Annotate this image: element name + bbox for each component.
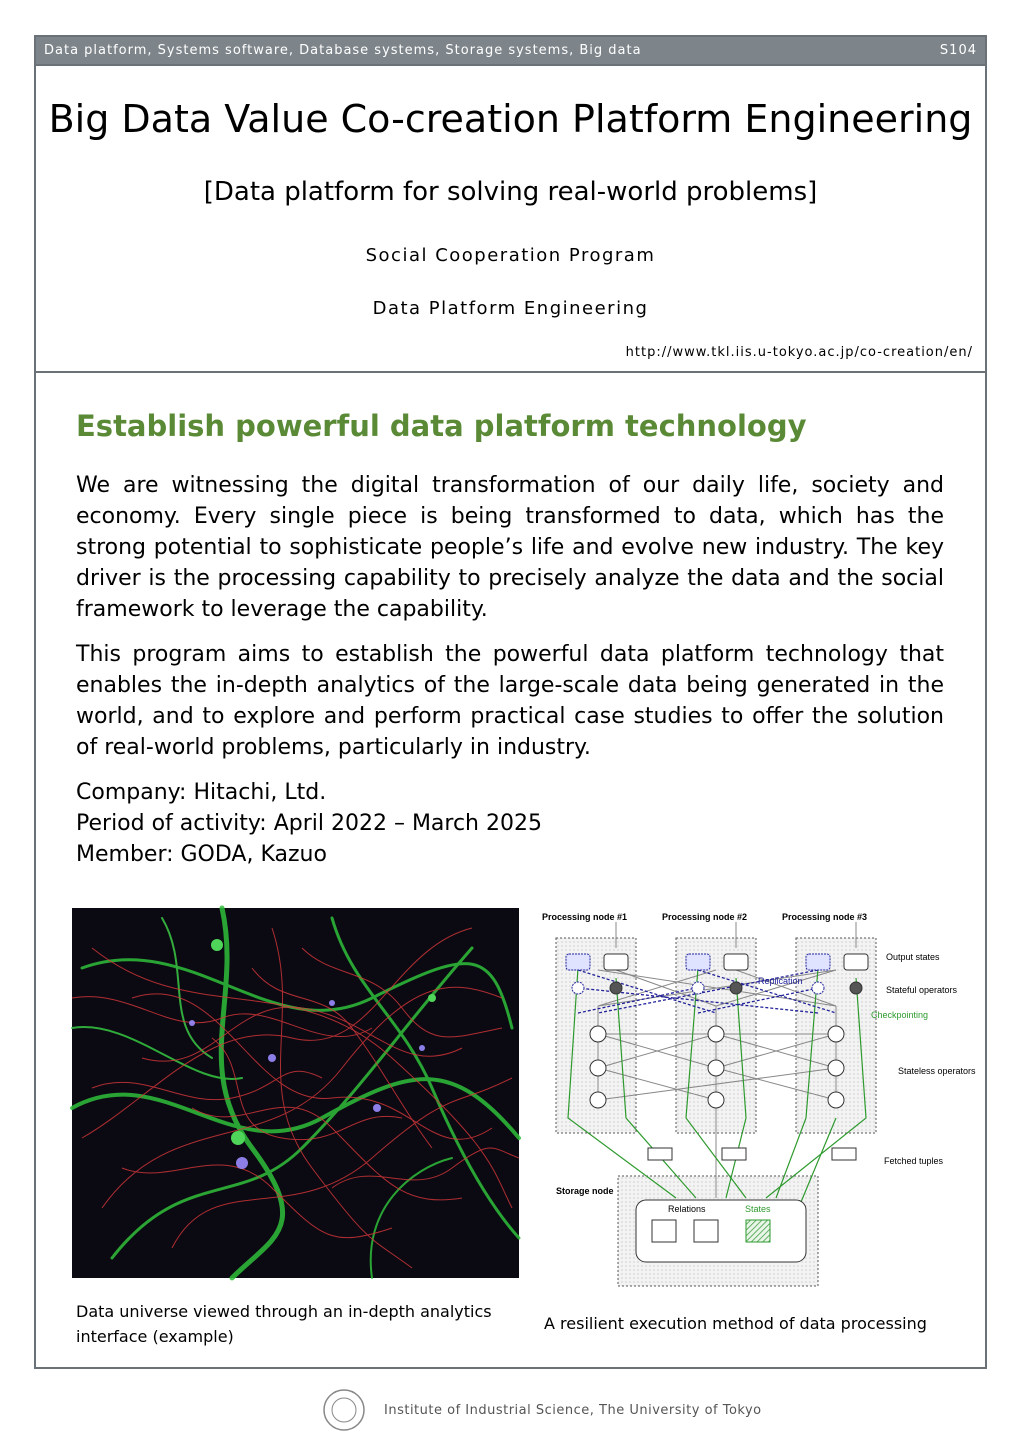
section-heading: Establish powerful data platform technology: [76, 409, 807, 443]
period-line: Period of activity: April 2022 – March 2025: [76, 811, 542, 836]
page-subtitle: [Data platform for solving real-world problems]: [203, 177, 818, 207]
poster-frame: [34, 35, 987, 1369]
figure1-caption: Data universe viewed through an in-depth analytics interface (example): [76, 1302, 492, 1346]
institute-name: Institute of Industrial Science, The University of Tokyo: [384, 1403, 762, 1418]
checkpointing-label: Checkpointing: [871, 1010, 929, 1020]
lab-url-link[interactable]: http://www.tkl.iis.u-tokyo.ac.jp/co-creation/en/: [625, 345, 973, 360]
fetched-tuples-label: Fetched tuples: [884, 1156, 944, 1166]
states-label: States: [745, 1204, 771, 1214]
storage-node-label: Storage node: [556, 1186, 614, 1196]
section-divider: [36, 371, 985, 373]
stateless-label: Stateless operators: [898, 1066, 976, 1076]
node3-label: Processing node #3: [782, 912, 868, 922]
header-divider: [36, 64, 985, 66]
poster-code: S104: [939, 43, 977, 58]
member-line: Member: GODA, Kazuo: [76, 842, 327, 867]
execution-diagram: [536, 908, 976, 1288]
data-universe-image: [72, 908, 519, 1278]
project-info: [76, 777, 542, 870]
figure2-caption: A resilient execution method of data processing: [544, 1314, 927, 1333]
company-line: Company: Hitachi, Ltd.: [76, 780, 327, 805]
keywords: Data platform, Systems software, Database systems, Storage systems, Big data: [44, 43, 642, 58]
node1-label: Processing node #1: [542, 912, 628, 922]
program-name: Social Cooperation Program: [365, 245, 656, 266]
paragraph-1: We are witnessing the digital transformation of our daily life, society and economy. Every single piece is being transformed to data, which has the strong potential to sophisticate people’s life and evolve new industry. The key driver is the processing capability to precisely analyze the data and the social framework to leverage the capability.: [76, 473, 944, 622]
replication-label: Replication: [758, 976, 803, 986]
lab-name: Data Platform Engineering: [372, 298, 649, 319]
relations-label: Relations: [668, 1204, 706, 1214]
keyword-bar: [36, 37, 985, 64]
output-states-label: Output states: [886, 952, 940, 962]
page-title: Big Data Value Co-creation Platform Engineering: [48, 97, 973, 141]
paragraph-2: This program aims to establish the powerful data platform technology that enables the in-depth analytics of the large-scale data being generated in the world, and to explore and perform practical case studies to offer the solution of real-world problems, particularly in industry.: [76, 642, 944, 760]
university-seal-icon: [324, 1390, 364, 1430]
node2-label: Processing node #2: [662, 912, 748, 922]
stateful-label: Stateful operators: [886, 985, 958, 995]
